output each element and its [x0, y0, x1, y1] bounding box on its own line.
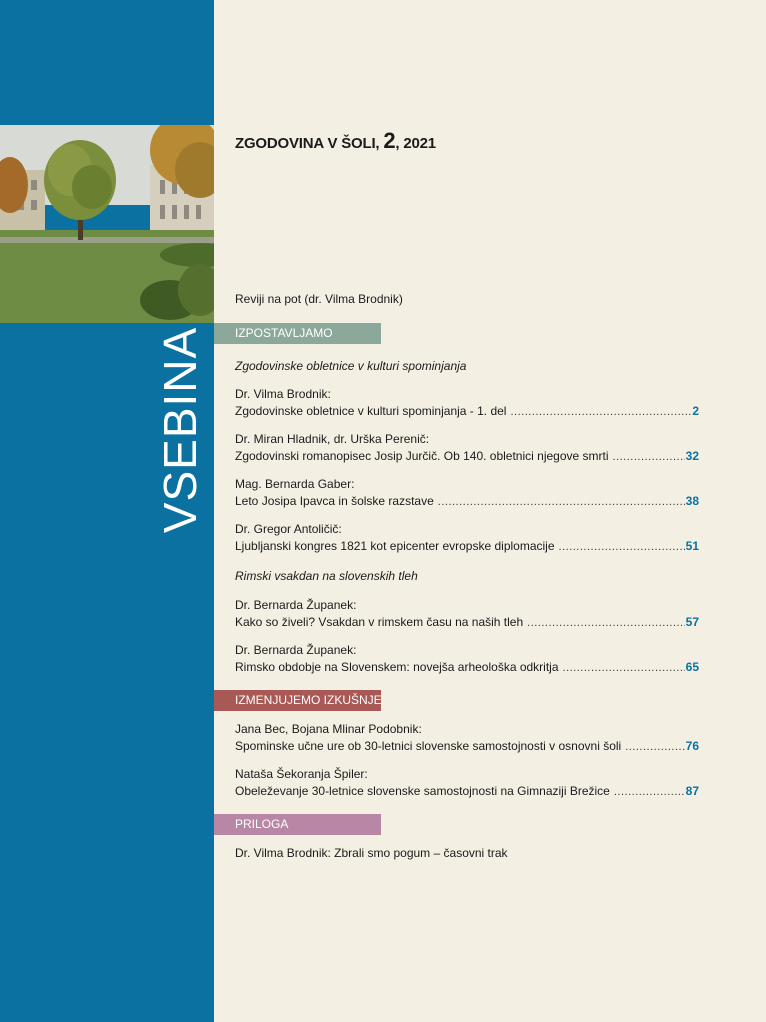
entry-title: Leto Josipa Ipavca in šolske razstave [235, 494, 434, 508]
intro-entry[interactable]: Reviji na pot (dr. Vilma Brodnik) [235, 292, 403, 306]
leader-dots [625, 739, 684, 756]
leader-dots [510, 404, 691, 421]
leader-dots [563, 660, 685, 677]
journal-year: , 2021 [395, 135, 436, 152]
leader-dots [613, 449, 685, 466]
entry-author: Dr. Miran Hladnik, dr. Urška Perenič: [235, 432, 430, 446]
toc-entry[interactable] [235, 521, 699, 556]
entry-page: 57 [685, 615, 699, 629]
entry-title: Spominske učne ure ob 30-letnici slovenske samostojnosti v osnovni šoli [235, 739, 622, 753]
subhead-roman: Rimski vsakdan na slovenskih tleh [235, 569, 418, 583]
entry-page: 65 [685, 660, 699, 674]
leader-dots [559, 539, 685, 556]
journal-name: ZGODOVINA V ŠOLI, [235, 135, 384, 152]
journal-header [235, 128, 436, 154]
section-bar-izpostavljamo: IZPOSTAVLJAMO [214, 323, 381, 344]
park-photo [0, 125, 214, 323]
entry-title: Obeleževanje 30-letnice slovenske samostojnosti na Gimnaziji Brežice [235, 784, 610, 798]
toc-entry[interactable] [235, 597, 699, 632]
entry-page: 38 [685, 494, 699, 508]
leader-dots [614, 784, 685, 801]
entry-page: 76 [685, 739, 699, 753]
entry-title: Kako so živeli? Vsakdan v rimskem času na naših tleh [235, 615, 524, 629]
entry-author: Mag. Bernarda Gaber: [235, 477, 355, 491]
toc-entry[interactable] [235, 642, 699, 677]
entry-page: 51 [685, 539, 699, 553]
issue-number: 2 [383, 128, 396, 153]
annex-entry[interactable]: Dr. Vilma Brodnik: Zbrali smo pogum – časovni trak [235, 846, 508, 860]
vertical-title: VSEBINA [154, 326, 206, 534]
leader-dots [438, 494, 685, 511]
section-bar-priloga: PRILOGA [214, 814, 381, 835]
entry-title: Zgodovinske obletnice v kulturi spominjanja - 1. del [235, 404, 507, 418]
subhead-anniversaries: Zgodovinske obletnice v kulturi spominjanja [235, 359, 467, 373]
toc-entry[interactable] [235, 431, 699, 466]
entry-page: 87 [685, 784, 699, 798]
leader-dots [527, 615, 685, 632]
entry-title: Ljubljanski kongres 1821 kot epicenter evropske diplomacije [235, 539, 555, 553]
section-bar-izmenjujemo: IZMENJUJEMO IZKUŠNJE [214, 690, 381, 711]
entry-author: Jana Bec, Bojana Mlinar Podobnik: [235, 722, 422, 736]
entry-author: Nataša Šekoranja Špiler: [235, 767, 368, 781]
entry-author: Dr. Bernarda Županek: [235, 598, 357, 612]
toc-entry[interactable] [235, 766, 699, 801]
entry-author: Dr. Gregor Antoličič: [235, 522, 342, 536]
entry-title: Zgodovinski romanopisec Josip Jurčič. Ob 140. obletnici njegove smrti [235, 449, 609, 463]
toc-entry[interactable] [235, 721, 699, 756]
entry-title: Rimsko obdobje na Slovenskem: novejša arheološka odkritja [235, 660, 559, 674]
entry-author: Dr. Bernarda Županek: [235, 643, 357, 657]
entry-author: Dr. Vilma Brodnik: [235, 387, 331, 401]
toc-entry[interactable] [235, 386, 699, 421]
entry-page: 2 [692, 404, 699, 418]
toc-entry[interactable] [235, 476, 699, 511]
entry-page: 32 [685, 449, 699, 463]
